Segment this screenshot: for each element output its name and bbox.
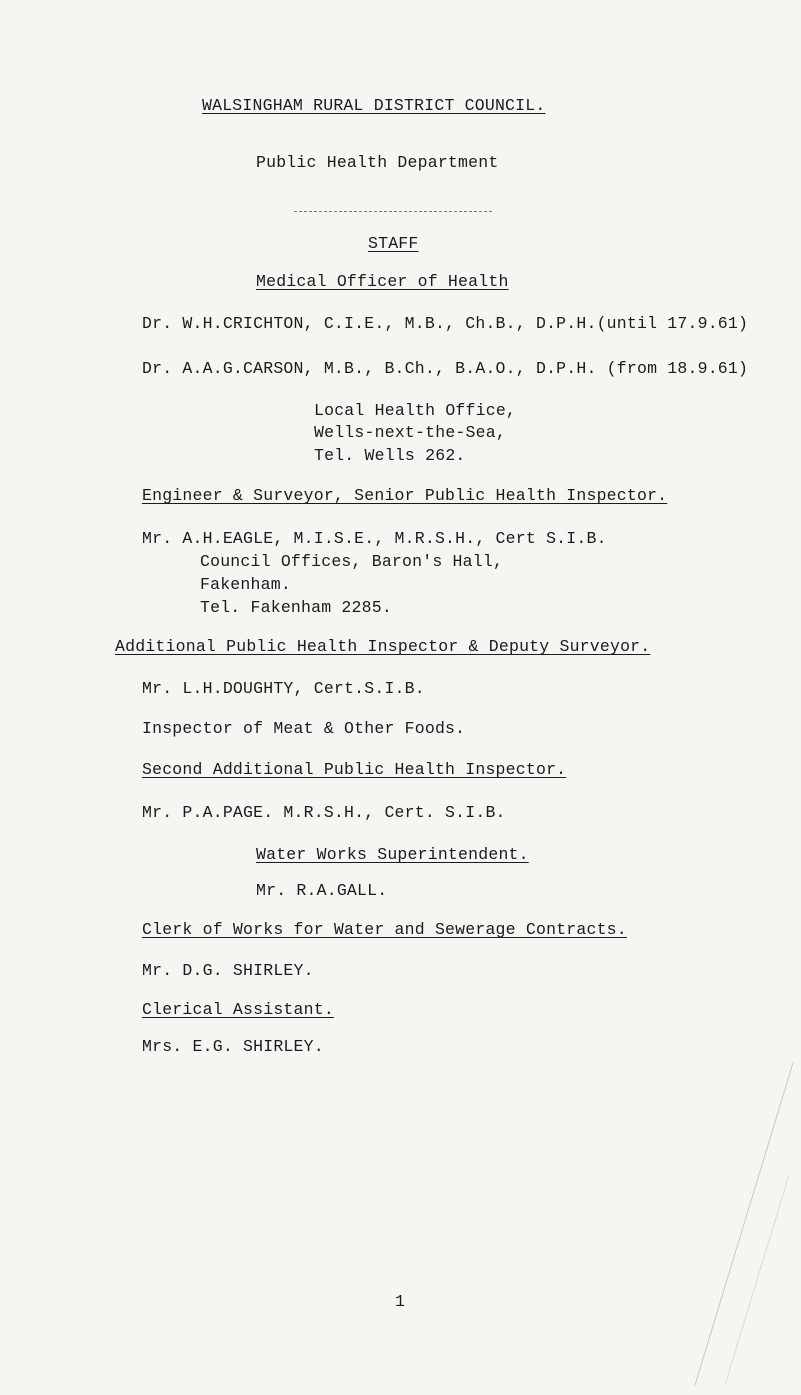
water-works-name: Mr. R.A.GALL. <box>256 881 388 900</box>
second-inspector-heading: Second Additional Public Health Inspector. <box>142 760 567 779</box>
second-inspector-name: Mr. P.A.PAGE. M.R.S.H., Cert. S.I.B. <box>142 803 506 822</box>
engineer-address-2: Fakenham. <box>200 575 291 594</box>
medical-officer-2: Dr. A.A.G.CARSON, M.B., B.Ch., B.A.O., D.P.H. (from 18.9.61) <box>142 359 749 378</box>
medical-officer-heading: Medical Officer of Health <box>256 272 509 291</box>
engineer-heading: Engineer & Surveyor, Senior Public Health Inspector. <box>142 486 668 505</box>
clerical-name: Mrs. E.G. SHIRLEY. <box>142 1037 324 1056</box>
clerical-heading: Clerical Assistant. <box>142 1000 334 1019</box>
page-number: 1 <box>395 1292 406 1311</box>
engineer-address-1: Council Offices, Baron's Hall, <box>200 552 504 571</box>
medical-address-3: Tel. Wells 262. <box>314 446 466 465</box>
department-title: Public Health Department <box>256 153 499 172</box>
engineer-name: Mr. A.H.EAGLE, M.I.S.E., M.R.S.H., Cert S.I.B. <box>142 529 607 548</box>
medical-address-1: Local Health Office, <box>314 401 517 420</box>
additional-inspector-role: Inspector of Meat & Other Foods. <box>142 719 466 738</box>
clerk-of-works-heading: Clerk of Works for Water and Sewerage Contracts. <box>142 920 627 939</box>
clerk-of-works-name: Mr. D.G. SHIRLEY. <box>142 961 314 980</box>
medical-address-2: Wells-next-the-Sea, <box>314 423 506 442</box>
water-works-heading: Water Works Superintendent. <box>256 845 529 864</box>
engineer-address-3: Tel. Fakenham 2285. <box>200 598 392 617</box>
council-title: WALSINGHAM RURAL DISTRICT COUNCIL. <box>202 96 546 115</box>
medical-officer-1: Dr. W.H.CRICHTON, C.I.E., M.B., Ch.B., D.P.H.(until 17.9.61) <box>142 314 749 333</box>
staff-heading: STAFF <box>368 234 419 253</box>
divider <box>294 211 492 212</box>
additional-inspector-heading: Additional Public Health Inspector & Deputy Surveyor. <box>115 637 651 656</box>
page-edge-mark <box>685 1055 795 1395</box>
additional-inspector-name: Mr. L.H.DOUGHTY, Cert.S.I.B. <box>142 679 425 698</box>
